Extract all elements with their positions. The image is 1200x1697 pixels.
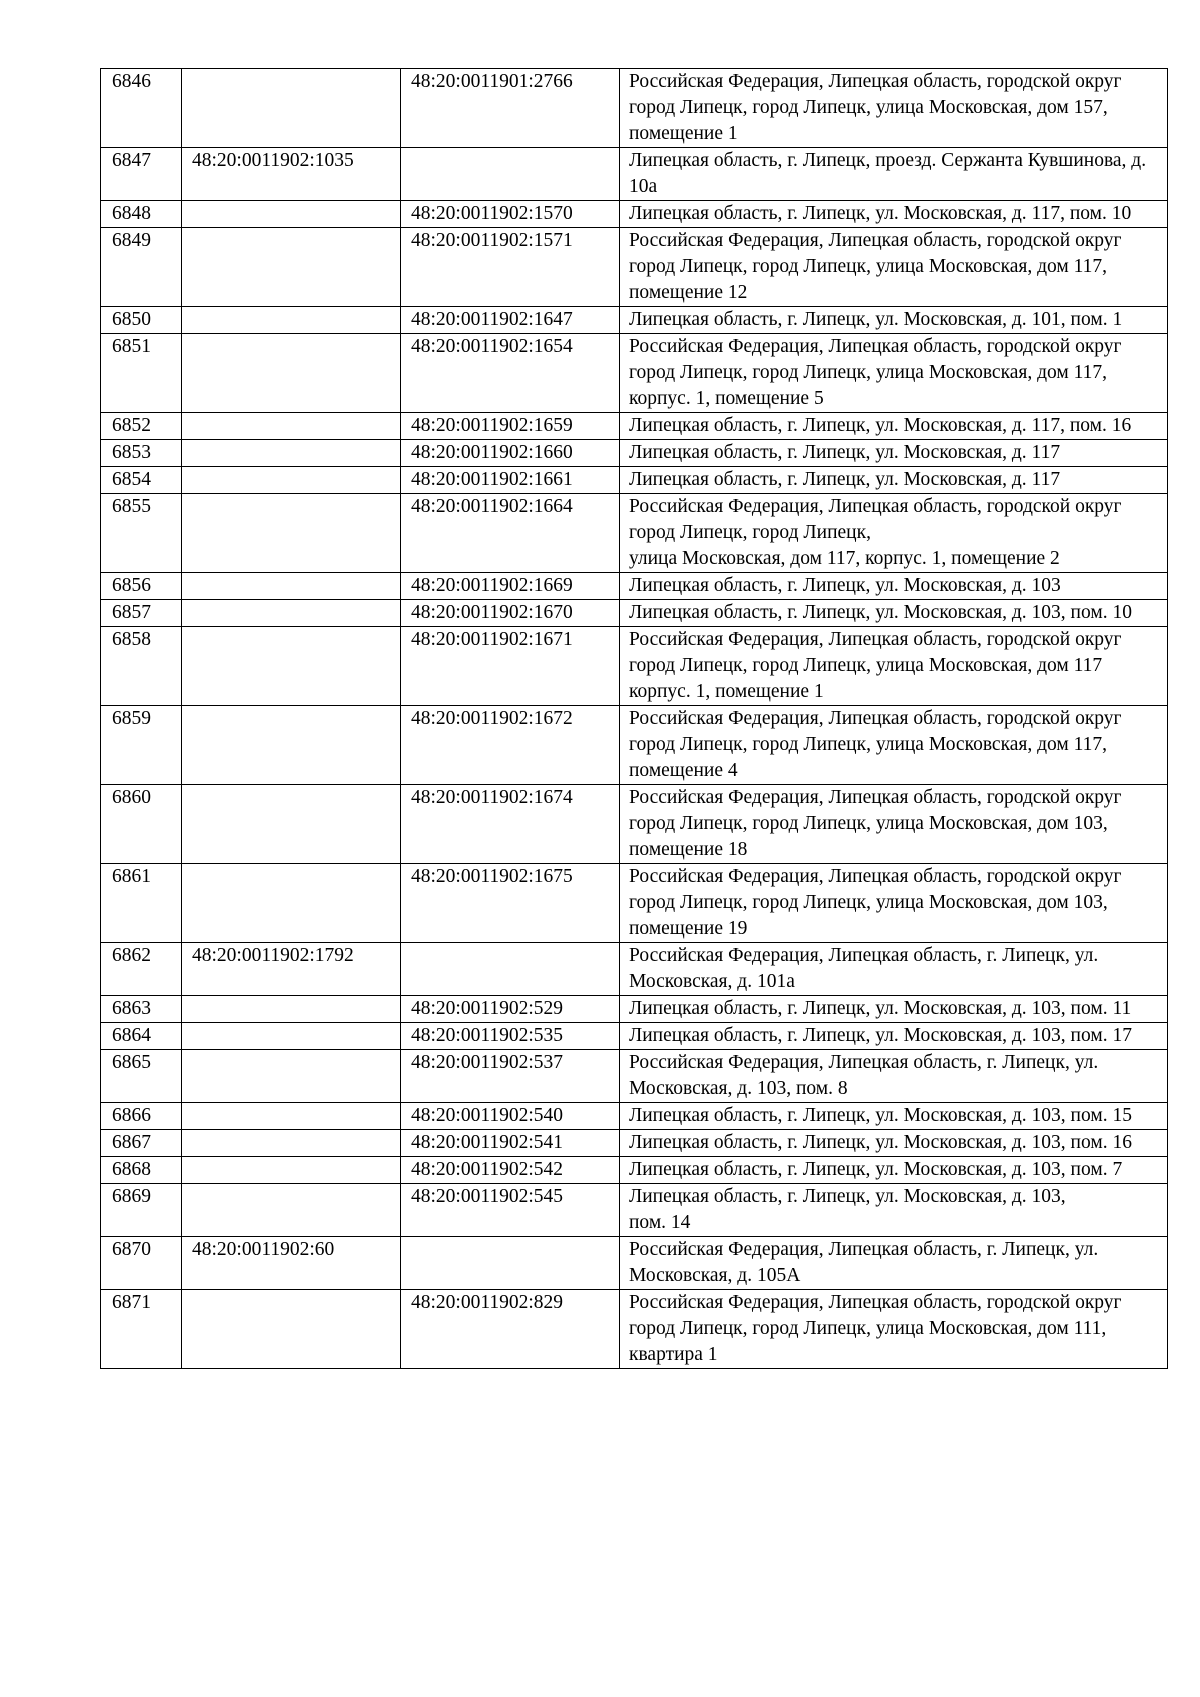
row-number-cell: 6860: [101, 785, 182, 864]
table-row: [101, 864, 1168, 943]
cadastral-number-cell: [182, 334, 401, 413]
premises-cadastral-number-cell: 48:20:0011902:540: [401, 1103, 620, 1130]
cadastral-number-cell: [182, 706, 401, 785]
cadastral-number-cell: [182, 467, 401, 494]
premises-cadastral-number-cell: 48:20:0011902:1647: [401, 307, 620, 334]
table-row: [101, 996, 1168, 1023]
address-cell: Липецкая область, г. Липецк, ул. Московская, д. 103, пом. 10: [620, 600, 1168, 627]
premises-cadastral-number-cell: 48:20:0011902:1674: [401, 785, 620, 864]
row-number-cell: 6848: [101, 201, 182, 228]
cadastral-number-cell: [182, 201, 401, 228]
address-cell: Липецкая область, г. Липецк, проезд. Сержанта Кувшинова, д. 10а: [620, 148, 1168, 201]
cadastral-number-cell: 48:20:0011902:1035: [182, 148, 401, 201]
row-number-cell: 6858: [101, 627, 182, 706]
address-cell: Российская Федерация, Липецкая область, городской округ город Липецк, город Липецк, улица Московская, дом 117, корпус. 1, помещение 2: [620, 494, 1168, 573]
table-row: [101, 1023, 1168, 1050]
table-row: [101, 201, 1168, 228]
cadastral-number-cell: 48:20:0011902:1792: [182, 943, 401, 996]
premises-cadastral-number-cell: 48:20:0011902:542: [401, 1157, 620, 1184]
row-number-cell: 6856: [101, 573, 182, 600]
table-row: [101, 573, 1168, 600]
table-row: [101, 1103, 1168, 1130]
cadastral-number-cell: [182, 1290, 401, 1369]
premises-cadastral-number-cell: [401, 1237, 620, 1290]
address-cell: Липецкая область, г. Липецк, ул. Московская, д. 117: [620, 440, 1168, 467]
row-number-cell: 6864: [101, 1023, 182, 1050]
cadastral-number-cell: [182, 1103, 401, 1130]
premises-cadastral-number-cell: 48:20:0011902:529: [401, 996, 620, 1023]
premises-cadastral-number-cell: 48:20:0011902:1671: [401, 627, 620, 706]
table-row: [101, 307, 1168, 334]
row-number-cell: 6871: [101, 1290, 182, 1369]
cadastral-number-cell: [182, 573, 401, 600]
table-row: [101, 785, 1168, 864]
address-cell: Российская Федерация, Липецкая область, г. Липецк, ул. Московская, д. 103, пом. 8: [620, 1050, 1168, 1103]
row-number-cell: 6870: [101, 1237, 182, 1290]
row-number-cell: 6865: [101, 1050, 182, 1103]
premises-cadastral-number-cell: 48:20:0011902:1660: [401, 440, 620, 467]
address-cell: Российская Федерация, Липецкая область, городской округ город Липецк, город Липецк, улица Московская, дом 117, помещение 12: [620, 228, 1168, 307]
address-cell: Липецкая область, г. Липецк, ул. Московская, д. 117, пом. 16: [620, 413, 1168, 440]
table-row: [101, 1184, 1168, 1237]
table-row: [101, 943, 1168, 996]
premises-cadastral-number-cell: 48:20:0011902:535: [401, 1023, 620, 1050]
table-row: [101, 440, 1168, 467]
premises-cadastral-number-cell: 48:20:0011902:1672: [401, 706, 620, 785]
cadastral-number-cell: [182, 1157, 401, 1184]
table-row: [101, 1130, 1168, 1157]
premises-cadastral-number-cell: 48:20:0011902:1675: [401, 864, 620, 943]
premises-cadastral-number-cell: [401, 148, 620, 201]
address-cell: Российская Федерация, Липецкая область, городской округ город Липецк, город Липецк, улица Московская, дом 117 корпус. 1, помещение 1: [620, 627, 1168, 706]
cadastral-number-cell: [182, 1050, 401, 1103]
cadastral-number-cell: [182, 1023, 401, 1050]
table-row: [101, 148, 1168, 201]
row-number-cell: 6862: [101, 943, 182, 996]
registry-table-body: [101, 69, 1168, 1369]
address-cell: Липецкая область, г. Липецк, ул. Московская, д. 103, пом. 16: [620, 1130, 1168, 1157]
row-number-cell: 6861: [101, 864, 182, 943]
premises-cadastral-number-cell: 48:20:0011901:2766: [401, 69, 620, 148]
address-cell: Российская Федерация, Липецкая область, г. Липецк, ул. Московская, д. 105А: [620, 1237, 1168, 1290]
address-cell: Российская Федерация, Липецкая область, городской округ город Липецк, город Липецк, улица Московская, дом 103, помещение 19: [620, 864, 1168, 943]
address-cell: Липецкая область, г. Липецк, ул. Московская, д. 117: [620, 467, 1168, 494]
row-number-cell: 6863: [101, 996, 182, 1023]
table-row: [101, 1237, 1168, 1290]
table-row: [101, 1050, 1168, 1103]
row-number-cell: 6868: [101, 1157, 182, 1184]
address-cell: Липецкая область, г. Липецк, ул. Московская, д. 117, пом. 10: [620, 201, 1168, 228]
table-row: [101, 627, 1168, 706]
premises-cadastral-number-cell: 48:20:0011902:1669: [401, 573, 620, 600]
row-number-cell: 6869: [101, 1184, 182, 1237]
cadastral-number-cell: [182, 228, 401, 307]
premises-cadastral-number-cell: 48:20:0011902:1654: [401, 334, 620, 413]
address-cell: Липецкая область, г. Липецк, ул. Московская, д. 103, пом. 7: [620, 1157, 1168, 1184]
premises-cadastral-number-cell: 48:20:0011902:1571: [401, 228, 620, 307]
cadastral-number-cell: [182, 996, 401, 1023]
cadastral-number-cell: [182, 627, 401, 706]
table-row: [101, 467, 1168, 494]
address-cell: Липецкая область, г. Липецк, ул. Московская, д. 103, пом. 11: [620, 996, 1168, 1023]
cadastral-number-cell: [182, 864, 401, 943]
premises-cadastral-number-cell: 48:20:0011902:1670: [401, 600, 620, 627]
address-cell: Российская Федерация, Липецкая область, городской округ город Липецк, город Липецк, улица Московская, дом 103, помещение 18: [620, 785, 1168, 864]
table-row: [101, 413, 1168, 440]
cadastral-number-cell: [182, 1130, 401, 1157]
premises-cadastral-number-cell: 48:20:0011902:1661: [401, 467, 620, 494]
table-row: [101, 228, 1168, 307]
address-cell: Российская Федерация, Липецкая область, городской округ город Липецк, город Липецк, улица Московская, дом 111, квартира 1: [620, 1290, 1168, 1369]
premises-cadastral-number-cell: 48:20:0011902:1659: [401, 413, 620, 440]
premises-cadastral-number-cell: 48:20:0011902:537: [401, 1050, 620, 1103]
premises-cadastral-number-cell: 48:20:0011902:829: [401, 1290, 620, 1369]
cadastral-number-cell: 48:20:0011902:60: [182, 1237, 401, 1290]
row-number-cell: 6846: [101, 69, 182, 148]
address-cell: Российская Федерация, Липецкая область, городской округ город Липецк, город Липецк, улица Московская, дом 157, помещение 1: [620, 69, 1168, 148]
cadastral-number-cell: [182, 494, 401, 573]
premises-cadastral-number-cell: 48:20:0011902:545: [401, 1184, 620, 1237]
row-number-cell: 6854: [101, 467, 182, 494]
cadastral-number-cell: [182, 307, 401, 334]
row-number-cell: 6859: [101, 706, 182, 785]
address-cell: Липецкая область, г. Липецк, ул. Московская, д. 103, пом. 17: [620, 1023, 1168, 1050]
cadastral-number-cell: [182, 413, 401, 440]
cadastral-number-cell: [182, 1184, 401, 1237]
row-number-cell: 6847: [101, 148, 182, 201]
premises-cadastral-number-cell: 48:20:0011902:541: [401, 1130, 620, 1157]
table-row: [101, 706, 1168, 785]
row-number-cell: 6849: [101, 228, 182, 307]
address-cell: Российская Федерация, Липецкая область, городской округ город Липецк, город Липецк, улица Московская, дом 117, помещение 4: [620, 706, 1168, 785]
table-row: [101, 1290, 1168, 1369]
address-cell: Российская Федерация, Липецкая область, г. Липецк, ул. Московская, д. 101а: [620, 943, 1168, 996]
cadastral-number-cell: [182, 785, 401, 864]
table-row: [101, 334, 1168, 413]
row-number-cell: 6866: [101, 1103, 182, 1130]
cadastral-number-cell: [182, 69, 401, 148]
table-row: [101, 494, 1168, 573]
premises-cadastral-number-cell: 48:20:0011902:1664: [401, 494, 620, 573]
table-row: [101, 600, 1168, 627]
row-number-cell: 6851: [101, 334, 182, 413]
address-cell: Липецкая область, г. Липецк, ул. Московская, д. 103, пом. 15: [620, 1103, 1168, 1130]
premises-cadastral-number-cell: [401, 943, 620, 996]
row-number-cell: 6852: [101, 413, 182, 440]
address-cell: Липецкая область, г. Липецк, ул. Московская, д. 103: [620, 573, 1168, 600]
table-row: [101, 1157, 1168, 1184]
cadastral-number-cell: [182, 600, 401, 627]
registry-table: [100, 68, 1168, 1369]
address-cell: Российская Федерация, Липецкая область, городской округ город Липецк, город Липецк, улица Московская, дом 117, корпус. 1, помещение 5: [620, 334, 1168, 413]
row-number-cell: 6867: [101, 1130, 182, 1157]
premises-cadastral-number-cell: 48:20:0011902:1570: [401, 201, 620, 228]
row-number-cell: 6850: [101, 307, 182, 334]
table-row: [101, 69, 1168, 148]
row-number-cell: 6857: [101, 600, 182, 627]
row-number-cell: 6853: [101, 440, 182, 467]
address-cell: Липецкая область, г. Липецк, ул. Московская, д. 101, пом. 1: [620, 307, 1168, 334]
address-cell: Липецкая область, г. Липецк, ул. Московская, д. 103, пом. 14: [620, 1184, 1168, 1237]
row-number-cell: 6855: [101, 494, 182, 573]
cadastral-number-cell: [182, 440, 401, 467]
